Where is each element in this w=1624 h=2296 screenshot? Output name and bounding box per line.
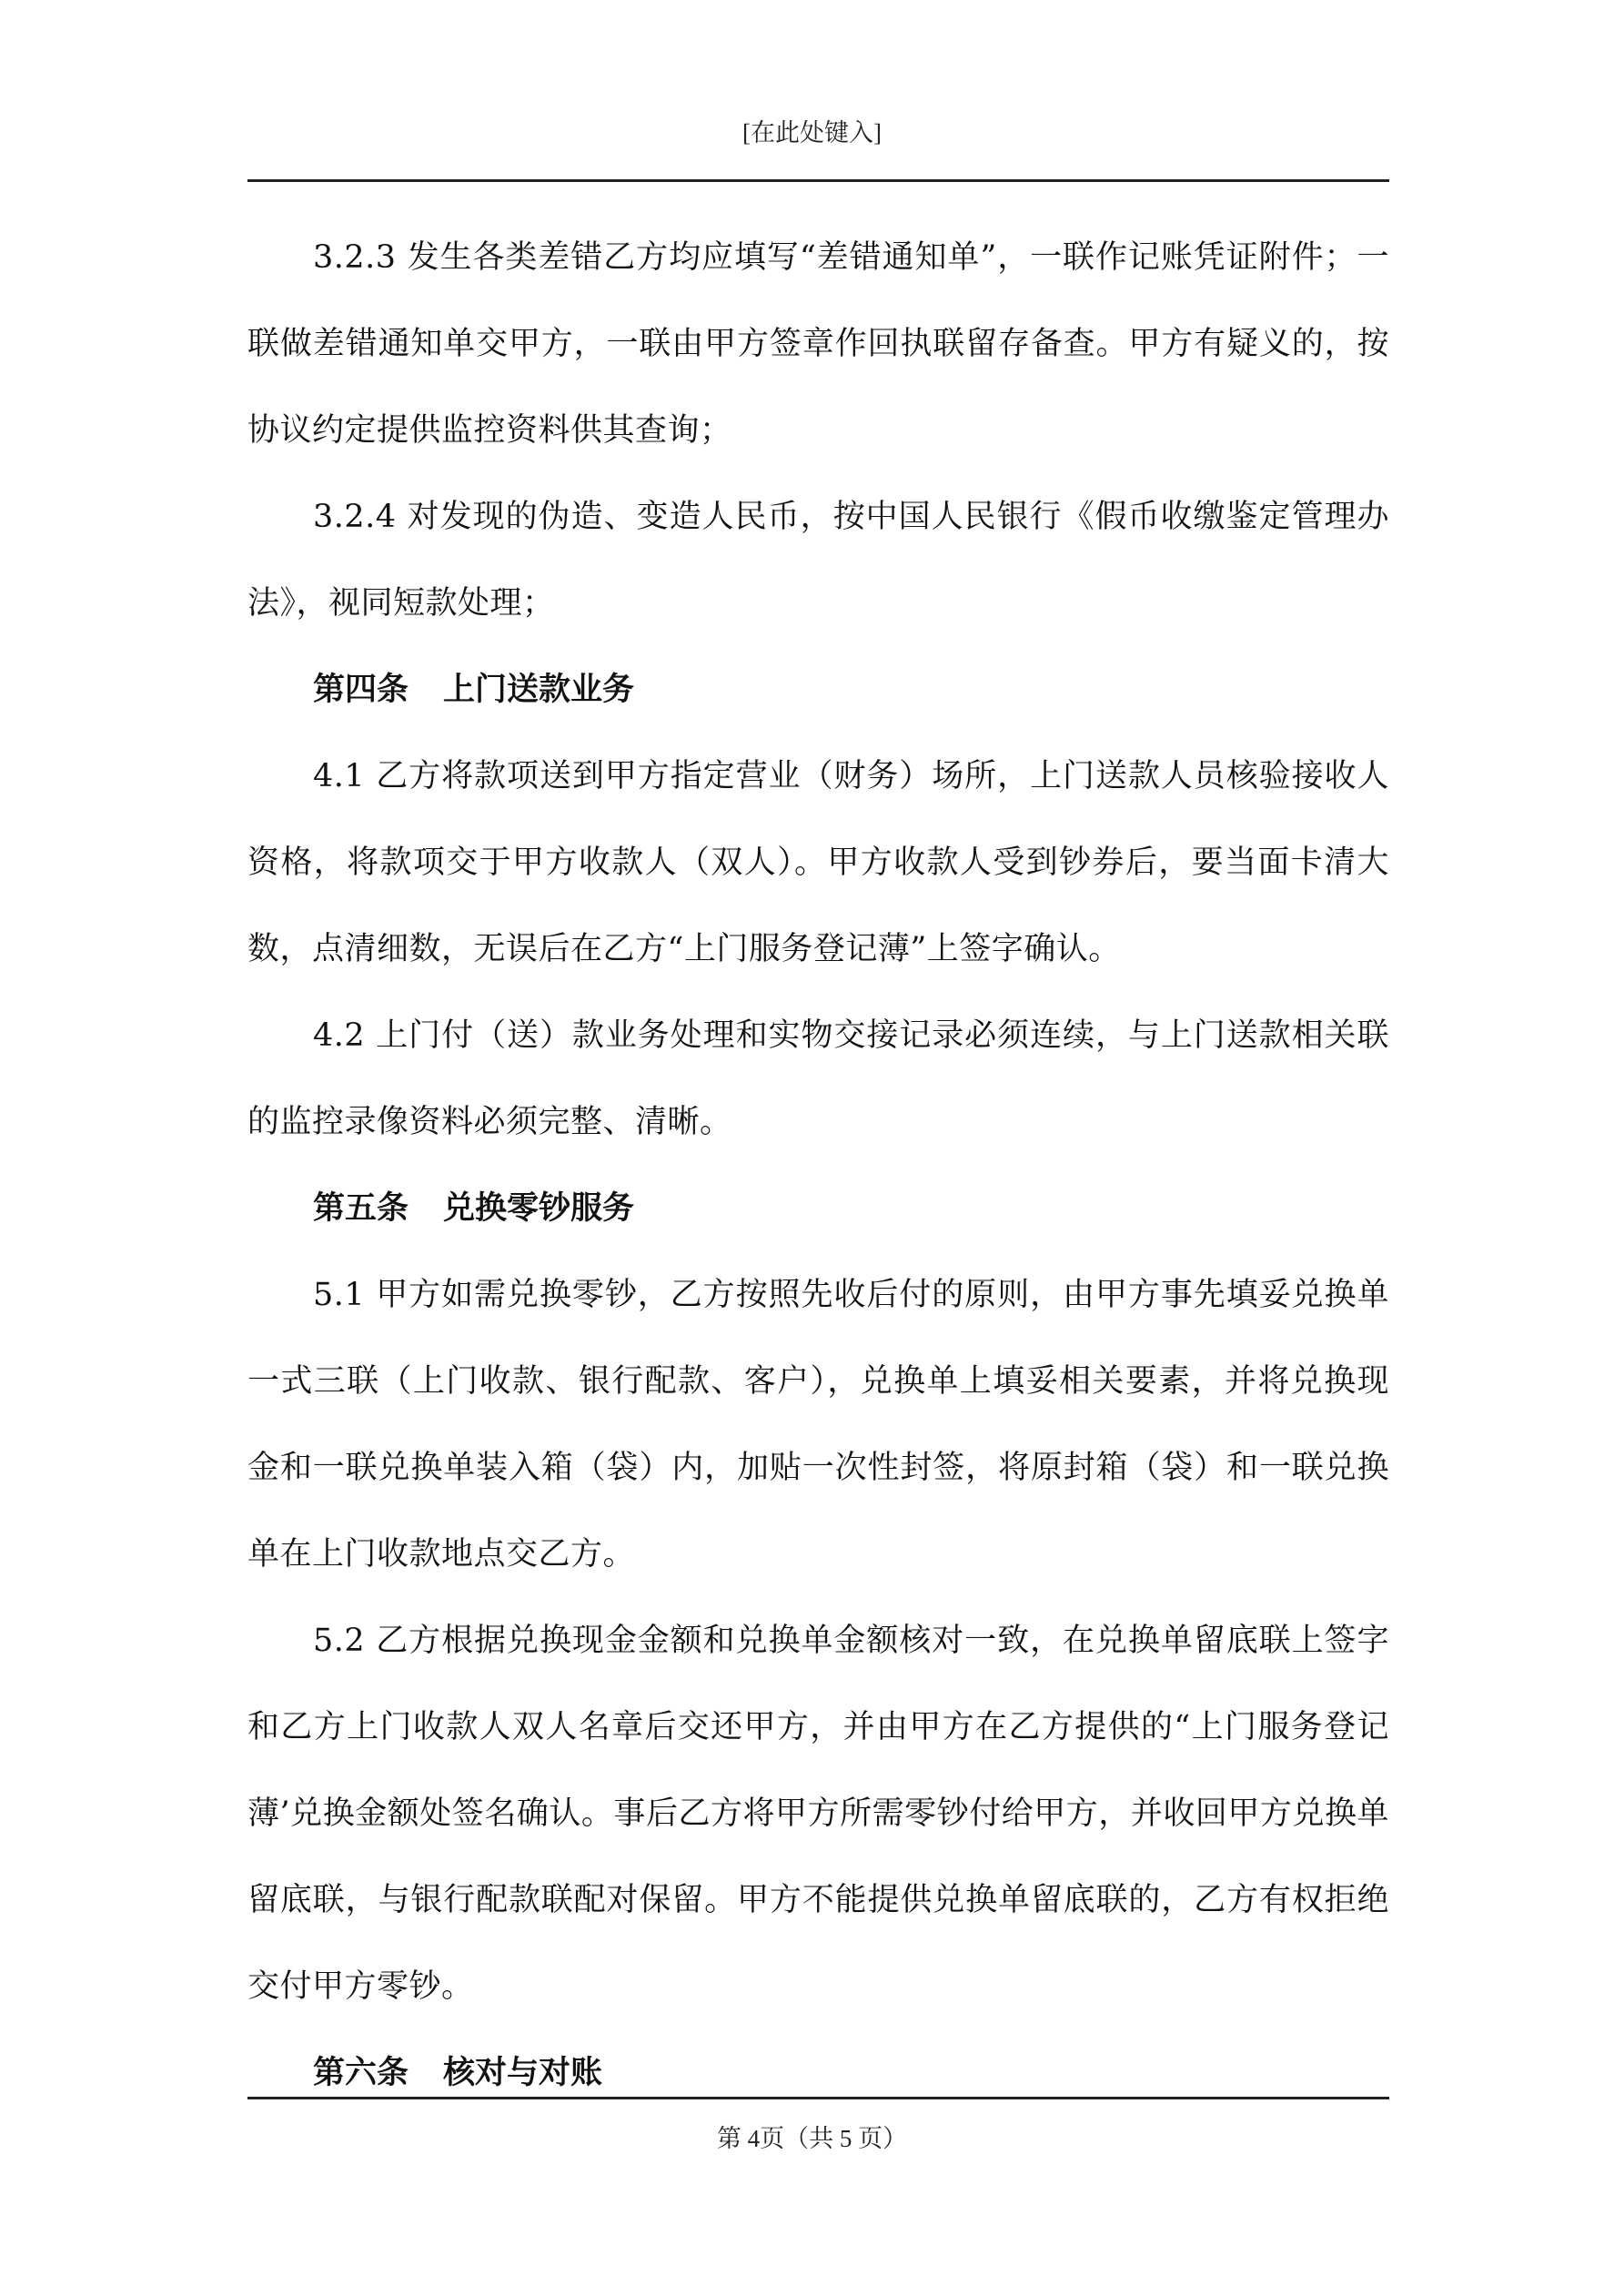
section-number: 第六条 — [313, 2055, 409, 2091]
paragraph-3-2-3: 3.2.3 发生各类差错乙方均应填写“差错通知单”，一联作记账凭证附件；一联做差错通知单交甲方，一联由甲方签章作回执联留存备查。甲方有疑义的，按协议约定提供监控资料供其查询； — [247, 239, 1389, 449]
page-header: [在此处键入] — [742, 119, 882, 147]
paragraph-5-1: 5.1 甲方如需兑换零钞，乙方按照先收后付的原则，由甲方事先填妥兑换单一式三联（上门收款、银行配款、客户），兑换单上填妥相关要素，并将兑换现金和一联兑换单装入箱（袋）内，加贴一次性封签，将原封箱（袋）和一联兑换单在上门收款地点交乙方。 — [247, 1277, 1389, 1573]
paragraph-4-1: 4.1 乙方将款项送到甲方指定营业（财务）场所，上门送款人员核验接收人资格，将款项交于甲方收款人（双人）。甲方收款人受到钞券后，要当面卡清大数，点清细数，无误后在乙方“上门服务登记薄”上签字确认。 — [247, 758, 1389, 967]
section-heading-4 — [247, 647, 1389, 733]
section-title: 上门送款业务 — [443, 672, 635, 708]
section-heading-5 — [247, 1166, 1389, 1252]
section-title: 兑换零钞服务 — [443, 1190, 635, 1227]
paragraph-5-2: 5.2 乙方根据兑换现金金额和兑换单金额核对一致，在兑换单留底联上签字和乙方上门收款人双人名章后交还甲方，并由甲方在乙方提供的“上门服务登记薄’兑换金额处签名确认。事后乙方将甲方所需零钞付给甲方，并收回甲方兑换单留底联，与银行配款联配对保留。甲方不能提供兑换单留底联的，乙方有权拒绝交付甲方零钞。 — [247, 1623, 1389, 2005]
paragraph-3-2-4: 3.2.4 对发现的伪造、变造人民币，按中国人民银行《假币收缴鉴定管理办法》，视同短款处理； — [247, 499, 1389, 622]
section-number: 第五条 — [313, 1190, 409, 1227]
section-title: 核对与对账 — [443, 2055, 603, 2091]
page-footer: 第 4页（共 5 页） — [716, 2125, 908, 2152]
section-number: 第四条 — [313, 672, 409, 708]
paragraph-4-2: 4.2 上门付（送）款业务处理和实物交接记录必须连续，与上门送款相关联的监控录像资料必须完整、清晰。 — [247, 1017, 1389, 1140]
footer-rule — [247, 2097, 1389, 2099]
document-body — [247, 215, 1389, 2117]
header-rule — [247, 179, 1389, 182]
section-heading-6 — [247, 2030, 1389, 2117]
